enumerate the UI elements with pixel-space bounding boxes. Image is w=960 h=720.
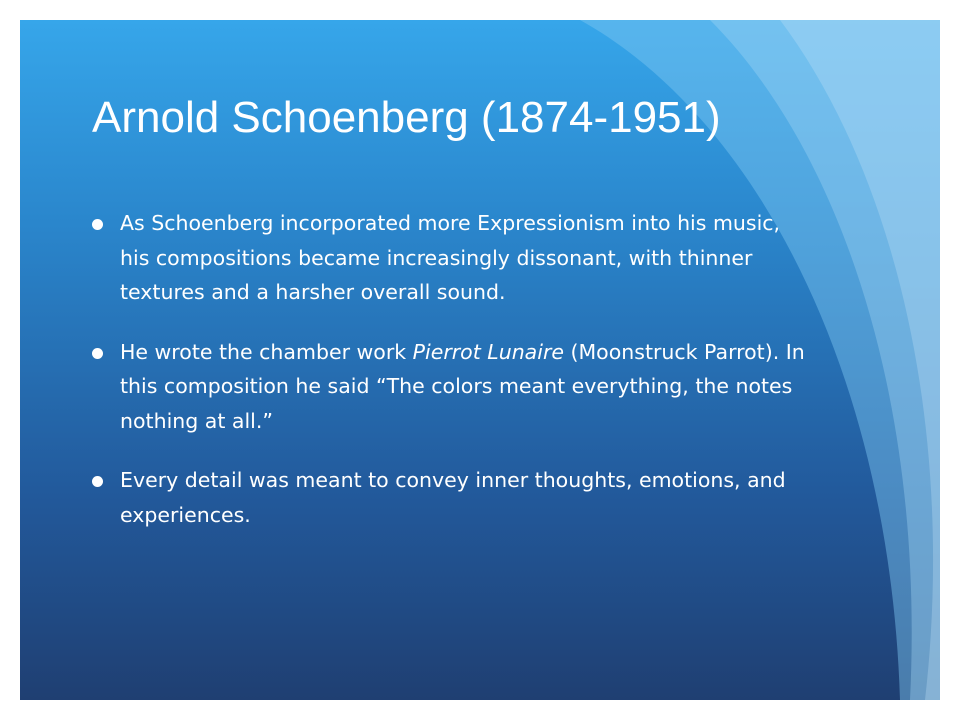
slide-title: Arnold Schoenberg (1874-1951) — [92, 93, 721, 142]
bullet-text: As Schoenberg incorporated more Expressionism into his music, his compositions became increasingly dissonant, with thinner textures and a harsher overall sound. — [120, 211, 781, 304]
bullet-text-before: He wrote the chamber work — [120, 339, 413, 364]
bullet-item — [92, 206, 812, 310]
bullet-dot-icon — [92, 348, 103, 359]
bullet-dot-icon — [92, 219, 103, 230]
bullet-list — [92, 206, 812, 557]
bullet-item — [92, 463, 812, 532]
bullet-text-after: (Moonstruck Parrot). In this composition he said “The colors meant everything, the notes nothing at all.” — [120, 339, 805, 433]
bullet-dot-icon — [92, 476, 103, 487]
bullet-text: Every detail was meant to convey inner thoughts, emotions, and experiences. — [120, 468, 786, 527]
bullet-item — [92, 335, 812, 439]
bullet-text-italic-title: Pierrot Lunaire — [412, 339, 564, 364]
slide — [20, 20, 940, 700]
